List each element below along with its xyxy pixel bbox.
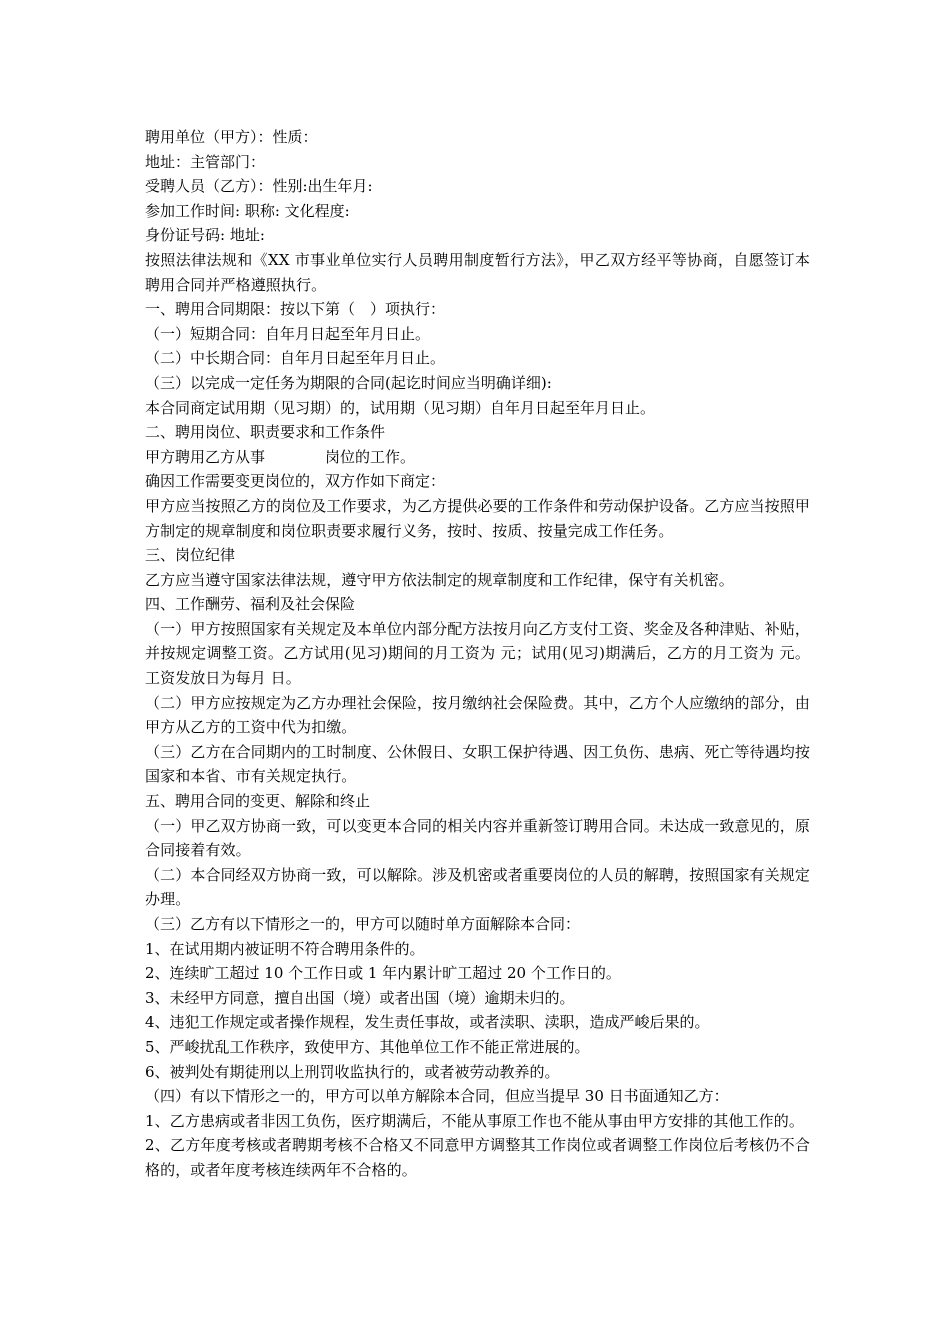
list-item: 4、违犯工作规定或者操作规程，发生责任事故，或者渎职、渎职，造成严峻后果的。 [145,1013,710,1032]
clause-4-1: （一）甲方按照国家有关规定及本单位内部分配方法按月向乙方支付工资、奖金及各种津贴、补贴，并按规定调整工资。乙方试用(见习)期间的月工资为 元；试用(见习)期满后，乙方的月工资为 元。工资发放日为每月 日。 [145,619,810,688]
position-line-end: 岗位的工作。 [325,447,416,466]
section-4-heading: 四、工作酬劳、福利及社会保险 [145,595,356,614]
position-line [145,445,810,470]
preamble-paragraph: 按照法律法规和《XX 市事业单位实行人员聘用制度暂行方法》，甲乙双方经平等协商，自愿签订本聘用合同并严格遵照执行。 [145,250,810,294]
discipline-paragraph: 乙方应当遵守国家法律法规，遵守甲方依法制定的规章制度和工作纪律，保守有关机密。 [145,570,734,589]
list-item: 1、乙方患病或者非因工负伤，医疗期满后，不能从事原工作也不能从事由甲方安排的其他工作的。 [145,1111,804,1130]
clause-4-2: （二）甲方应按规定为乙方办理社会保险，按月缴纳社会保险费。其中，乙方个人应缴纳的部分，由甲方从乙方的工资中代为扣缴。 [145,693,810,737]
clause-5-1: （一）甲乙双方协商一致，可以变更本合同的相关内容并重新签订聘用合同。未达成一致意见的，原合同接着有效。 [145,816,810,860]
probation-line: 本合同商定试用期（见习期）的，试用期（见习期）自年月日起至年月日止。 [145,398,656,417]
clause-1-3: （三）以完成一定任务为期限的合同(起讫时间应当明确详细): [145,373,552,392]
address-line: 地址：主管部门： [145,152,266,171]
section-1-heading: 一、聘用合同期限：按以下第（ ）项执行： [145,300,446,319]
contract-document [145,125,810,1183]
list-item: 5、严峻扰乱工作秩序，致使甲方、其他单位工作不能正常进展的。 [145,1037,590,1056]
section-5-heading: 五、聘用合同的变更、解除和终止 [145,792,371,811]
clause-5-4: （四）有以下情形之一的，甲方可以单方解除本合同，但应当提早 30 日书面通知乙方： [145,1087,729,1106]
section-2-heading: 二、聘用岗位、职责要求和工作条件 [145,423,386,442]
employee-line: 受聘人员（乙方）：性别:出生年月: [145,177,373,196]
clause-5-2: （二）本合同经双方协商一致，可以解除。涉及机密或者重要岗位的人员的解聘，按照国家有关规定办理。 [145,865,810,909]
work-conditions-paragraph: 甲方应当按照乙方的岗位及工作要求，为乙方提供必要的工作条件和劳动保护设备。乙方应当按照甲方制定的规章制度和岗位职责要求履行义务，按时、按质、按量完成工作任务。 [145,496,810,540]
section-3-heading: 三、岗位纪律 [145,546,236,565]
clause-1-1: （一）短期合同：自年月日起至年月日止。 [145,324,431,343]
employer-line: 聘用单位（甲方）：性质： [145,128,318,146]
list-item: 2、乙方年度考核或者聘期考核不合格又不同意甲方调整其工作岗位或者调整工作岗位后考核仍不合格的，或者年度考核连续两年不合格的。 [145,1136,810,1179]
work-start-line: 参加工作时间: 职称: 文化程度: [145,201,350,220]
position-change-line: 确因工作需要变更岗位的，双方作如下商定： [145,472,446,491]
id-number-line: 身份证号码: 地址: [145,226,265,245]
list-item: 2、连续旷工超过 10 个工作日或 1 年内累计旷工超过 20 个工作日的。 [145,964,621,983]
clause-5-3: （三）乙方有以下情形之一的，甲方可以随时单方面解除本合同： [145,915,581,933]
clause-4-3: （三）乙方在合同期内的工时制度、公休假日、女职工保护待遇、因工负伤、患病、死亡等待遇均按国家和本省、市有关规定执行。 [145,742,810,786]
clause-1-2: （二）中长期合同：自年月日起至年月日止。 [145,349,446,368]
position-line-start: 甲方聘用乙方从事 [145,447,266,466]
list-item: 3、未经甲方同意，擅自出国（境）或者出国（境）逾期未归的。 [145,988,575,1007]
list-item: 6、被判处有期徒刑以上刑罚收监执行的，或者被劳动教养的。 [145,1062,560,1081]
list-item: 1、在试用期内被证明不符合聘用条件的。 [145,939,425,958]
